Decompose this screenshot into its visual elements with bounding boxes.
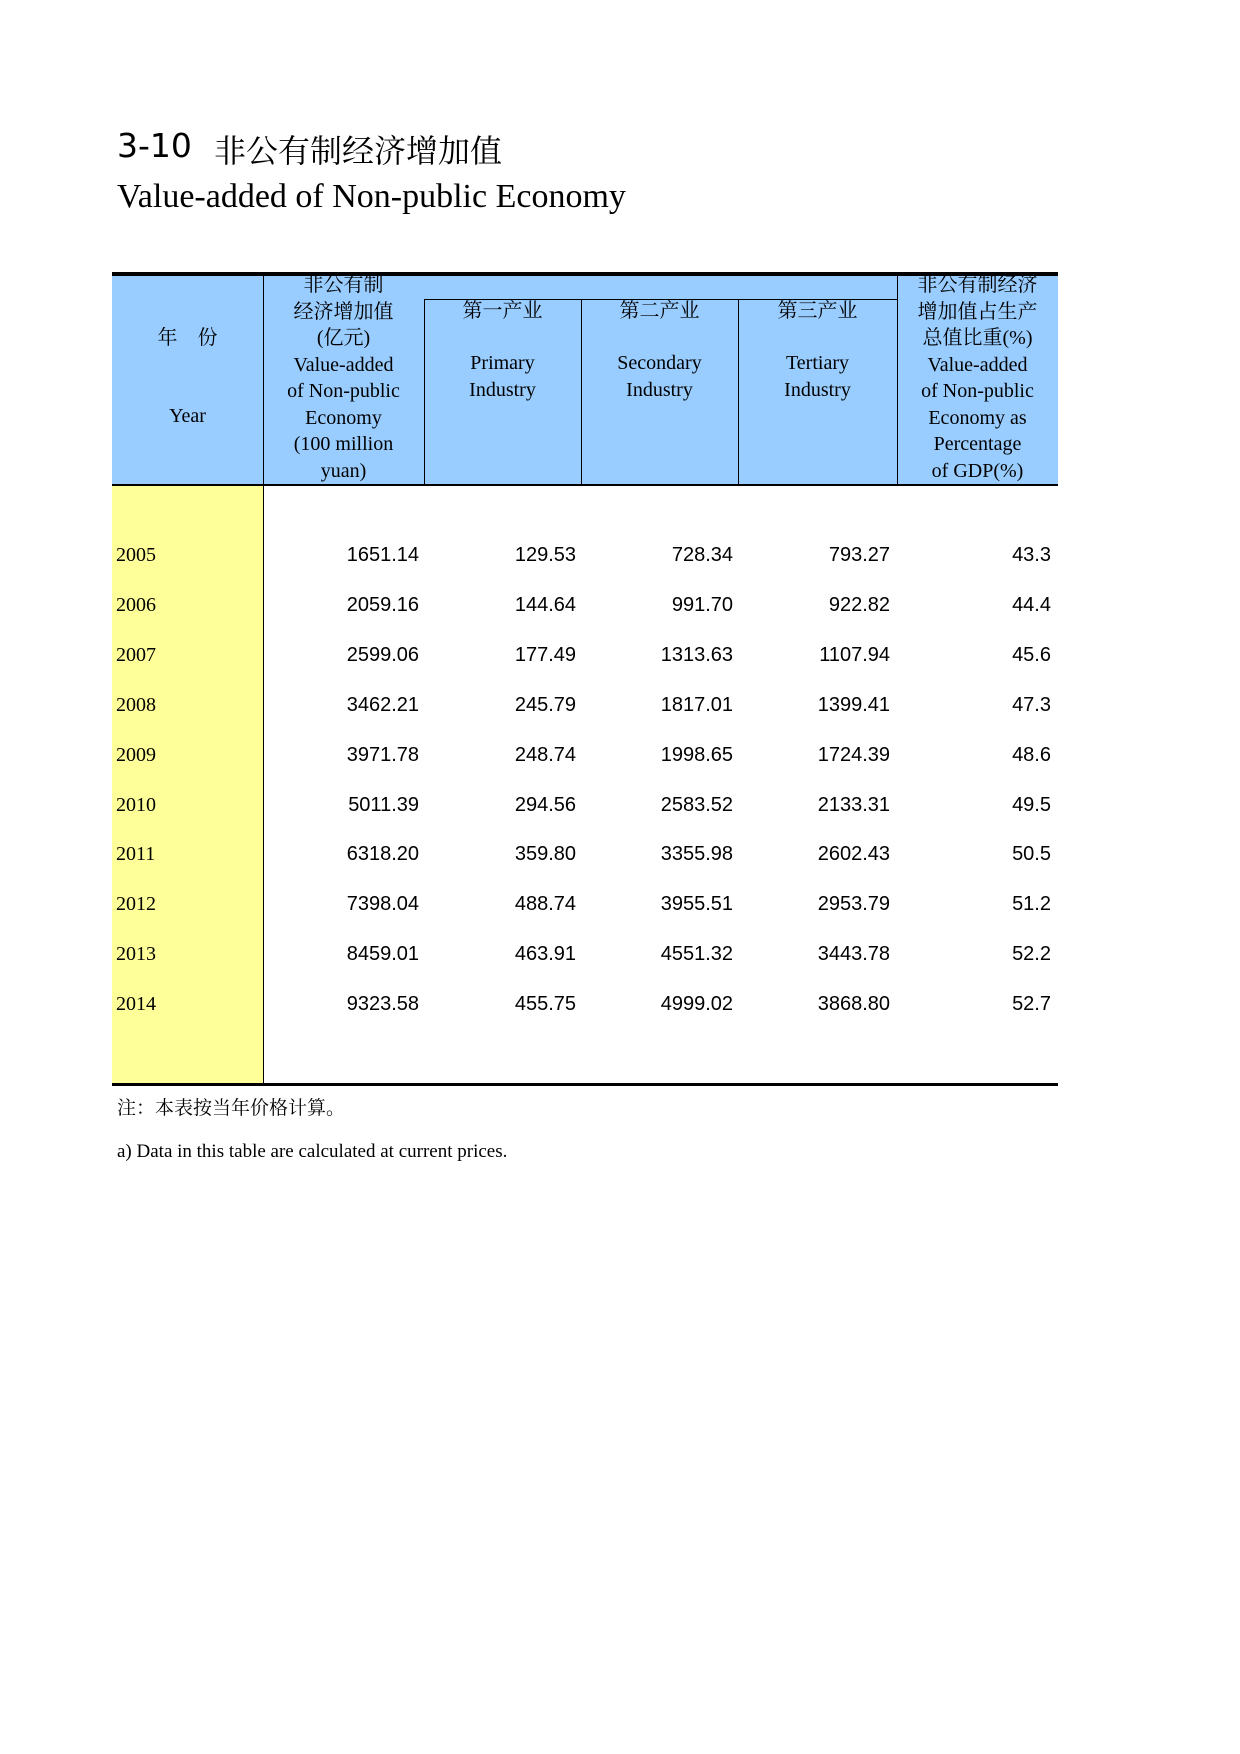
header-line: of Non-public <box>287 380 400 402</box>
year-cell: 2009 <box>116 743 156 766</box>
primary-cell: 144.64 <box>514 593 576 616</box>
tertiary-cell: 793.27 <box>828 544 890 566</box>
tertiary-cell: 1107.94 <box>819 643 890 666</box>
title-english: Value-added of Non-public Economy <box>117 178 626 215</box>
year-cell: 2006 <box>116 593 156 616</box>
year-header-en: Year <box>169 405 206 427</box>
table-row <box>112 644 1058 674</box>
header-line: Tertiary <box>785 352 849 374</box>
header-line: 增加值占生产 <box>917 300 1038 323</box>
primary-header-en <box>424 350 581 403</box>
tertiary-cell: 3443.78 <box>817 943 890 966</box>
secondary-cell: 3955.51 <box>660 893 733 916</box>
header-line: Economy as <box>928 406 1027 429</box>
total-cell: 9323.58 <box>346 993 419 1016</box>
primary-cell: 294.56 <box>514 793 576 816</box>
header-line: 非公有制经济 <box>917 274 1038 296</box>
tertiary-cell: 2133.31 <box>817 793 890 816</box>
secondary-cell: 4551.32 <box>660 943 733 966</box>
header-line: 经济增加值 <box>293 300 394 323</box>
table-row <box>112 843 1058 873</box>
total-cell: 3462.21 <box>346 693 419 716</box>
year-cell: 2014 <box>116 993 156 1016</box>
share-cell: 43.3 <box>1012 544 1051 566</box>
header-line: Industry <box>784 378 851 401</box>
total-header <box>263 272 424 484</box>
header-line: Value-added <box>927 353 1028 376</box>
table-row <box>112 594 1058 624</box>
title-chinese: 非公有制经济增加值 <box>214 132 503 170</box>
year-cell: 2010 <box>116 793 156 816</box>
primary-cell: 359.80 <box>514 843 576 866</box>
header-line: yuan) <box>320 459 367 482</box>
tertiary-cell: 922.82 <box>828 593 890 616</box>
share-cell: 44.4 <box>1012 593 1051 616</box>
total-cell: 6318.20 <box>346 843 419 866</box>
table-row <box>112 893 1058 923</box>
header-line: Primary <box>470 352 535 374</box>
header-line: Industry <box>469 378 536 401</box>
primary-cell: 177.49 <box>514 643 576 666</box>
tertiary-cell: 3868.80 <box>817 993 890 1016</box>
secondary-cell: 991.70 <box>671 593 733 616</box>
share-cell: 45.6 <box>1012 643 1051 666</box>
table-row <box>112 943 1058 973</box>
header-line: Industry <box>626 378 693 401</box>
share-cell: 49.5 <box>1012 793 1051 816</box>
primary-cell: 455.75 <box>514 993 576 1016</box>
header-line: (亿元) <box>316 327 371 349</box>
primary-cell: 488.74 <box>514 893 576 916</box>
note-chinese: 注：本表按当年价格计算。 <box>117 1098 346 1119</box>
share-header <box>897 272 1058 484</box>
total-cell: 8459.01 <box>346 943 419 966</box>
header-line: (100 million <box>293 433 394 455</box>
year-cell: 2011 <box>116 843 156 866</box>
primary-cell: 245.79 <box>514 693 576 716</box>
header-line: of Non-public <box>921 380 1034 402</box>
secondary-cell: 3355.98 <box>660 843 733 866</box>
total-cell: 1651.14 <box>346 544 419 566</box>
year-cell: 2007 <box>116 643 156 666</box>
table-row <box>112 744 1058 774</box>
share-cell: 50.5 <box>1012 843 1051 866</box>
primary-header-cn: 第一产业 <box>462 300 543 322</box>
tertiary-cell: 2953.79 <box>817 893 890 916</box>
primary-cell: 248.74 <box>514 743 576 766</box>
total-cell: 3971.78 <box>346 743 419 766</box>
total-cell: 5011.39 <box>348 793 419 816</box>
table-row <box>112 544 1058 574</box>
tertiary-cell: 2602.43 <box>817 843 890 866</box>
header-line: Secondary <box>617 352 702 374</box>
secondary-cell: 728.34 <box>671 544 733 566</box>
share-cell: 51.2 <box>1012 893 1051 916</box>
secondary-header-en <box>581 350 738 403</box>
year-cell: 2005 <box>116 544 156 566</box>
total-cell: 2599.06 <box>346 643 419 666</box>
note-english: a) Data in this table are calculated at current prices. <box>117 1141 508 1162</box>
secondary-cell: 1313.63 <box>660 643 733 666</box>
table-row <box>112 794 1058 824</box>
primary-cell: 129.53 <box>514 544 576 566</box>
share-cell: 52.7 <box>1012 993 1051 1016</box>
tertiary-header-en <box>738 350 897 403</box>
year-header-cn: 年 份 <box>157 327 218 349</box>
table-number: 3-10 <box>117 126 192 165</box>
share-cell: 47.3 <box>1012 693 1051 716</box>
secondary-header-cn: 第二产业 <box>619 300 700 322</box>
secondary-cell: 4999.02 <box>660 993 733 1016</box>
table-row <box>112 993 1058 1023</box>
share-cell: 48.6 <box>1012 743 1051 766</box>
tertiary-cell: 1724.39 <box>817 743 890 766</box>
secondary-cell: 2583.52 <box>660 793 733 816</box>
secondary-cell: 1998.65 <box>660 743 733 766</box>
header-line: 总值比重(%) <box>922 327 1033 349</box>
secondary-cell: 1817.01 <box>660 693 733 716</box>
share-cell: 52.2 <box>1012 943 1051 966</box>
year-cell: 2013 <box>116 943 156 966</box>
total-cell: 2059.16 <box>346 593 419 616</box>
year-cell: 2008 <box>116 693 156 716</box>
tertiary-header-cn: 第三产业 <box>777 300 858 322</box>
year-cell: 2012 <box>116 893 156 916</box>
primary-cell: 463.91 <box>514 943 576 966</box>
total-cell: 7398.04 <box>346 893 419 916</box>
header-line: Economy <box>305 406 382 429</box>
header-line: Value-added <box>293 353 394 376</box>
header-line: of GDP(%) <box>931 459 1024 482</box>
header-line: Percentage <box>933 433 1022 455</box>
table-row <box>112 694 1058 724</box>
header-line: 非公有制 <box>303 274 384 296</box>
tertiary-cell: 1399.41 <box>817 693 890 716</box>
